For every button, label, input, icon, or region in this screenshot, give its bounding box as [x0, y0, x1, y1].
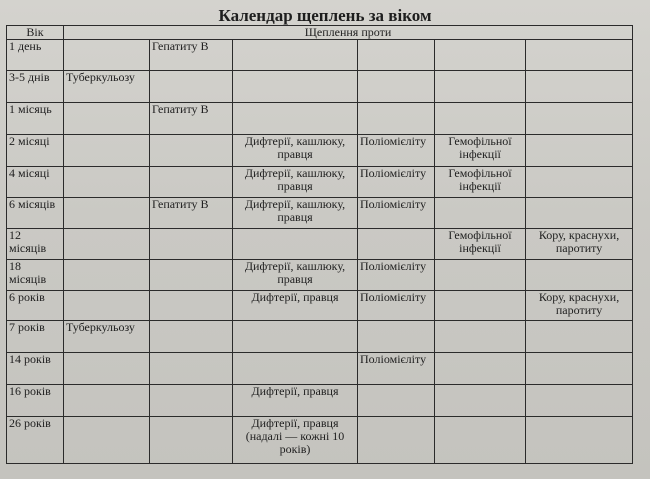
vaccine-cell-col-1 — [64, 198, 150, 229]
vaccine-cell-col-1 — [64, 385, 150, 417]
vaccine-cell-col-3: Дифтерії, правця (надалі — кожні 10 років) — [233, 417, 358, 464]
vaccine-cell-col-5: Гемофільної інфекції — [435, 167, 526, 198]
vaccine-cell-col-5 — [435, 353, 526, 385]
vaccine-cell-col-6: Кору, краснухи, паротиту — [526, 291, 633, 321]
vaccine-cell-col-5 — [435, 260, 526, 291]
page-title: Календар щеплень за віком — [218, 6, 432, 25]
vaccine-cell-col-2: Гепатиту В — [150, 198, 233, 229]
vaccine-cell-col-4: Поліомієліту — [358, 198, 435, 229]
age-column-header: Вік — [7, 26, 64, 40]
table-row — [7, 167, 633, 198]
vaccine-cell-col-5 — [435, 40, 526, 71]
vaccine-cell-col-5: Гемофільної інфекції — [435, 229, 526, 260]
vaccine-cell-col-5 — [435, 103, 526, 135]
vaccine-cell-col-4 — [358, 417, 435, 464]
vaccine-cell-col-1: Туберкульозу — [64, 71, 150, 103]
vaccination-column-header: Щеплення проти — [64, 26, 633, 40]
vaccine-cell-col-3: Дифтерії, кашлюку, правця — [233, 198, 358, 229]
vaccine-cell-col-3 — [233, 229, 358, 260]
age-cell: 1 місяць — [7, 103, 64, 135]
vaccine-cell-col-6 — [526, 385, 633, 417]
age-cell: 14 років — [7, 353, 64, 385]
table-row — [7, 135, 633, 167]
vaccine-cell-col-2: Гепатиту В — [150, 103, 233, 135]
age-cell: 2 місяці — [7, 135, 64, 167]
vaccine-cell-col-5 — [435, 198, 526, 229]
table-row — [7, 385, 633, 417]
vaccine-cell-col-3 — [233, 103, 358, 135]
vaccine-cell-col-1 — [64, 260, 150, 291]
vaccine-cell-col-4 — [358, 321, 435, 353]
vaccine-cell-col-6 — [526, 71, 633, 103]
table-row — [7, 260, 633, 291]
vaccine-cell-col-4 — [358, 385, 435, 417]
vaccine-cell-col-3 — [233, 71, 358, 103]
vaccine-cell-col-4 — [358, 229, 435, 260]
vaccine-cell-col-3: Дифтерії, правця — [233, 291, 358, 321]
vaccine-cell-col-6 — [526, 353, 633, 385]
vaccine-cell-col-6 — [526, 260, 633, 291]
vaccine-cell-col-3 — [233, 353, 358, 385]
table-row — [7, 229, 633, 260]
age-cell: 12 місяців — [7, 229, 64, 260]
vaccine-cell-col-4 — [358, 40, 435, 71]
age-cell: 4 місяці — [7, 167, 64, 198]
vaccine-cell-col-2 — [150, 167, 233, 198]
vaccine-cell-col-5 — [435, 291, 526, 321]
age-cell: 16 років — [7, 385, 64, 417]
table-row — [7, 198, 633, 229]
vaccine-cell-col-2 — [150, 229, 233, 260]
vaccine-cell-col-6 — [526, 417, 633, 464]
vaccine-cell-col-4: Поліомієліту — [358, 260, 435, 291]
vaccination-table — [6, 25, 633, 464]
vaccine-cell-col-5: Гемофільної інфекції — [435, 135, 526, 167]
vaccine-cell-col-4: Поліомієліту — [358, 167, 435, 198]
vaccine-cell-col-3: Дифтерії, правця — [233, 385, 358, 417]
vaccine-cell-col-3: Дифтерії, кашлюку, правця — [233, 135, 358, 167]
vaccine-cell-col-2 — [150, 260, 233, 291]
vaccine-cell-col-1 — [64, 40, 150, 71]
age-cell: 7 років — [7, 321, 64, 353]
vaccine-cell-col-1 — [64, 353, 150, 385]
vaccine-cell-col-2 — [150, 291, 233, 321]
vaccine-cell-col-1: Туберкульозу — [64, 321, 150, 353]
age-cell: 1 день — [7, 40, 64, 71]
vaccine-cell-col-6 — [526, 135, 633, 167]
vaccine-cell-col-5 — [435, 385, 526, 417]
table-row — [7, 71, 633, 103]
vaccine-cell-col-5 — [435, 417, 526, 464]
vaccine-cell-col-6 — [526, 167, 633, 198]
vaccine-cell-col-3 — [233, 40, 358, 71]
age-cell: 26 років — [7, 417, 64, 464]
vaccine-cell-col-4 — [358, 71, 435, 103]
vaccine-cell-col-1 — [64, 135, 150, 167]
vaccine-cell-col-1 — [64, 417, 150, 464]
table-header-row — [7, 26, 633, 40]
vaccine-cell-col-5 — [435, 71, 526, 103]
vaccine-cell-col-4: Поліомієліту — [358, 353, 435, 385]
vaccine-cell-col-1 — [64, 291, 150, 321]
vaccine-cell-col-4: Поліомієліту — [358, 135, 435, 167]
table-row — [7, 353, 633, 385]
vaccine-cell-col-1 — [64, 229, 150, 260]
vaccine-cell-col-2: Гепатиту В — [150, 40, 233, 71]
vaccine-cell-col-2 — [150, 417, 233, 464]
vaccine-cell-col-2 — [150, 353, 233, 385]
vaccine-cell-col-3: Дифтерії, кашлюку, правця — [233, 167, 358, 198]
vaccine-cell-col-6 — [526, 40, 633, 71]
table-row — [7, 103, 633, 135]
table-row — [7, 40, 633, 71]
vaccine-cell-col-2 — [150, 71, 233, 103]
vaccine-cell-col-3: Дифтерії, кашлюку, правця — [233, 260, 358, 291]
vaccine-cell-col-2 — [150, 321, 233, 353]
table-row — [7, 291, 633, 321]
vaccine-cell-col-6 — [526, 198, 633, 229]
vaccine-cell-col-4: Поліомієліту — [358, 291, 435, 321]
vaccine-cell-col-6: Кору, краснухи, паротиту — [526, 229, 633, 260]
vaccine-cell-col-2 — [150, 135, 233, 167]
vaccine-cell-col-6 — [526, 103, 633, 135]
age-cell: 3-5 днів — [7, 71, 64, 103]
age-cell: 18 місяців — [7, 260, 64, 291]
vaccine-cell-col-4 — [358, 103, 435, 135]
table-row — [7, 321, 633, 353]
age-cell: 6 місяців — [7, 198, 64, 229]
vaccine-cell-col-5 — [435, 321, 526, 353]
vaccine-cell-col-1 — [64, 103, 150, 135]
vaccine-cell-col-6 — [526, 321, 633, 353]
table-row — [7, 417, 633, 464]
age-cell: 6 років — [7, 291, 64, 321]
vaccine-cell-col-3 — [233, 321, 358, 353]
vaccine-cell-col-1 — [64, 167, 150, 198]
vaccine-cell-col-2 — [150, 385, 233, 417]
